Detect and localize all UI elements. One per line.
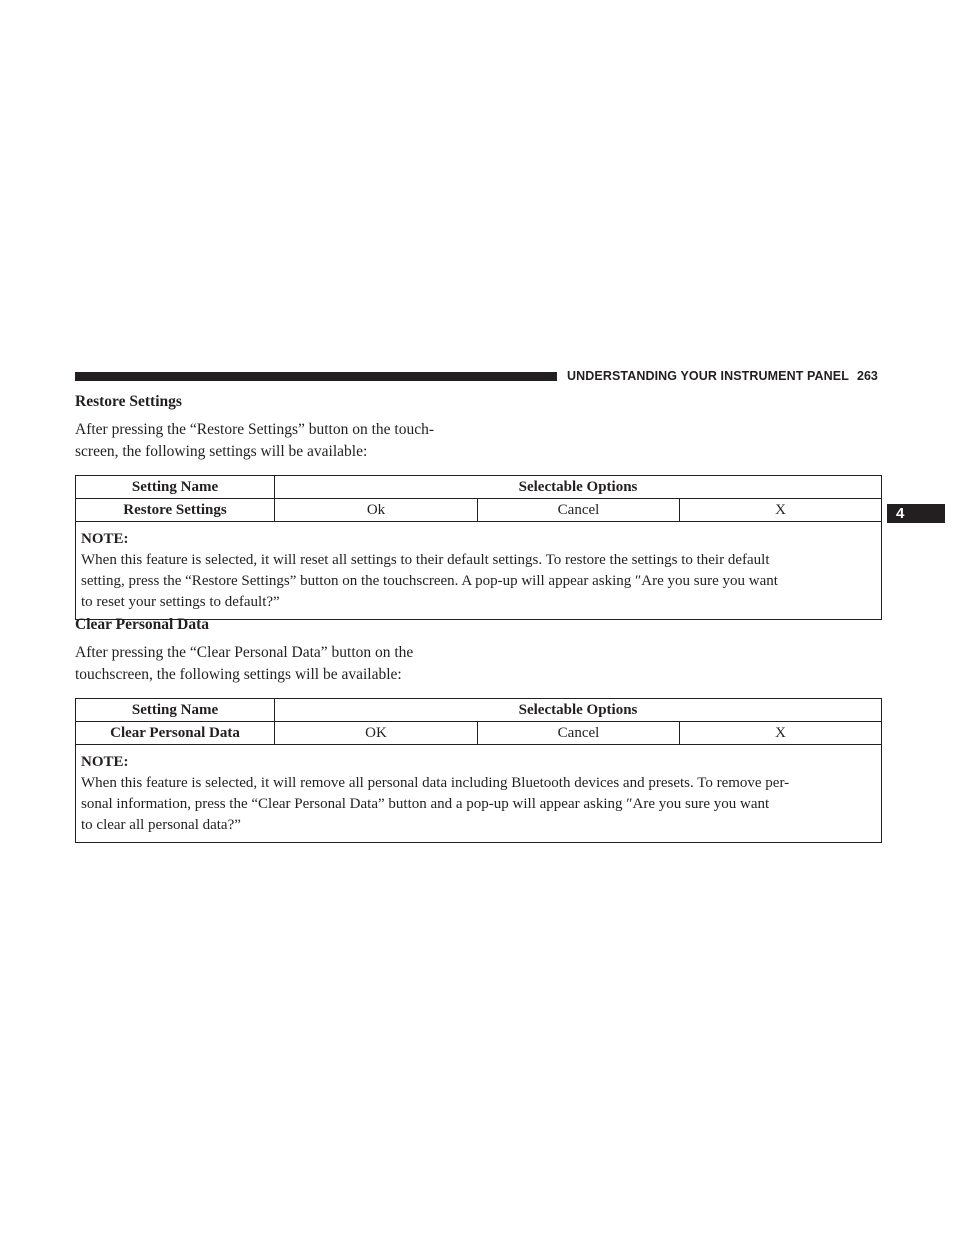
restore-settings-table xyxy=(75,475,882,620)
option-cell-ok: OK xyxy=(275,722,478,745)
clear-personal-data-table xyxy=(75,698,882,843)
intro-line: touchscreen, the following settings will be available: xyxy=(75,666,402,683)
section-heading-clear-personal-data: Clear Personal Data xyxy=(75,616,210,633)
section-heading-restore-settings: Restore Settings xyxy=(75,393,182,410)
table-header-row xyxy=(76,476,882,499)
note-line: to clear all personal data?” xyxy=(81,817,241,833)
note-row xyxy=(76,745,882,843)
note-line: to reset your settings to default?” xyxy=(81,594,280,610)
column-header-selectable-options: Selectable Options xyxy=(275,699,882,722)
running-header-title: UNDERSTANDING YOUR INSTRUMENT PANEL xyxy=(567,369,849,383)
note-line: setting, press the “Restore Settings” button on the touchscreen. A pop-up will appear asking ″Are you sure you want xyxy=(81,573,778,589)
note-line: sonal information, press the “Clear Personal Data” button and a pop-up will appear asking ″Are you sure you want xyxy=(81,796,770,812)
option-cell-cancel: Cancel xyxy=(478,499,680,522)
table-row xyxy=(76,722,882,745)
note-cell xyxy=(76,522,882,620)
table-row xyxy=(76,499,882,522)
option-cell-ok: Ok xyxy=(275,499,478,522)
page-number: 263 xyxy=(857,369,878,383)
chapter-tab: 4 xyxy=(887,504,945,523)
note-label: NOTE: xyxy=(81,531,129,547)
option-cell-cancel: Cancel xyxy=(478,722,680,745)
intro-line: After pressing the “Clear Personal Data” button on the xyxy=(75,644,414,661)
intro-line: After pressing the “Restore Settings” button on the touch- xyxy=(75,421,435,438)
option-cell-x: X xyxy=(680,722,882,745)
column-header-setting-name: Setting Name xyxy=(76,476,275,499)
setting-name-cell: Clear Personal Data xyxy=(76,722,275,745)
option-cell-x: X xyxy=(680,499,882,522)
intro-line: screen, the following settings will be available: xyxy=(75,443,368,460)
table-header-row xyxy=(76,699,882,722)
column-header-setting-name: Setting Name xyxy=(76,699,275,722)
note-line: When this feature is selected, it will reset all settings to their default settings. To restore the settings to their default xyxy=(81,552,770,568)
note-row xyxy=(76,522,882,620)
note-label: NOTE: xyxy=(81,754,129,770)
header-rule xyxy=(75,372,557,381)
note-line: When this feature is selected, it will remove all personal data including Bluetooth devices and presets. To remove per- xyxy=(81,775,790,791)
section-intro-restore-settings xyxy=(75,419,467,463)
column-header-selectable-options: Selectable Options xyxy=(275,476,882,499)
note-cell xyxy=(76,745,882,843)
section-intro-clear-personal-data xyxy=(75,642,467,686)
setting-name-cell: Restore Settings xyxy=(76,499,275,522)
